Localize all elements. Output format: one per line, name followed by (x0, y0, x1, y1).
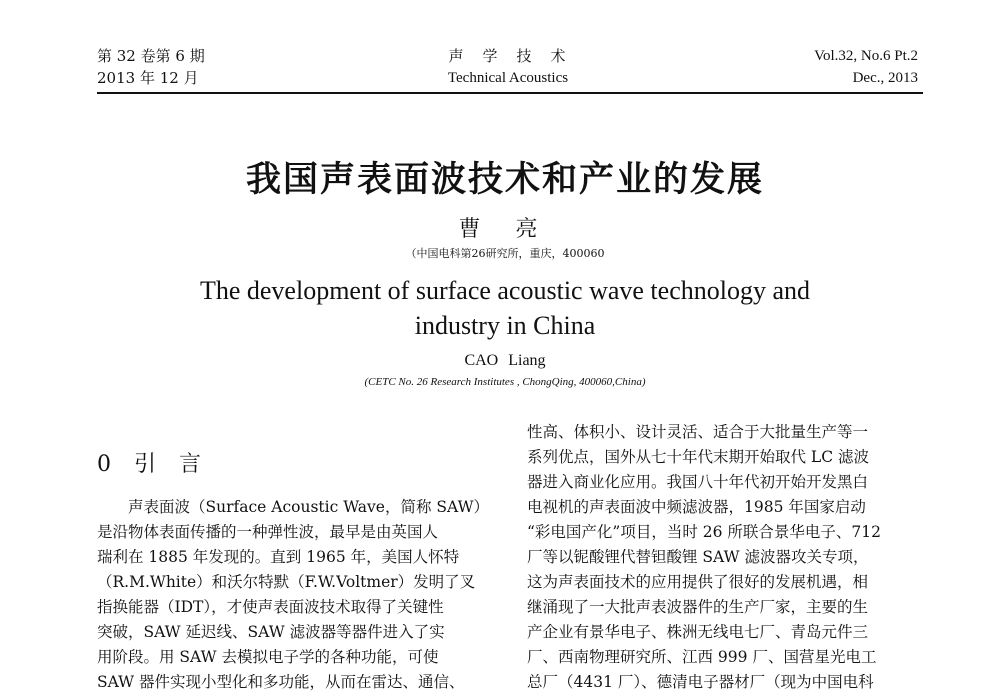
paragraph-line: 突破，SAW 延迟线、SAW 滤波器等器件进入了实 (97, 623, 445, 641)
paragraph-line: 指换能器（IDT），才使声表面波技术取得了关键性 (97, 598, 444, 616)
paragraph-line: “彩电国产化”项目，当时 26 所联合景华电子、712 (527, 523, 882, 541)
paragraph-line: 总厂（4431 厂）、德清电子器材厂（现为中国电科 (527, 673, 874, 691)
header-rule (97, 92, 923, 94)
article-title-cn: 我国声表面波技术和产业的发展 (245, 159, 764, 200)
journal-issue-cn: 第 32 卷第 6 期 (97, 47, 205, 65)
paragraph-line: 产企业有景华电子、株洲无线电七厂、青岛元件三 (527, 623, 869, 641)
journal-volume-en: Vol.32, No.6 Pt.2 (814, 48, 918, 64)
paragraph-line: 系列优点，国外从七十年代末期开始取代 LC 滤波 (527, 448, 870, 466)
paragraph-line: 继涌现了一大批声表波器件的生产厂家，主要的生 (527, 598, 869, 616)
paragraph-line: （R.M.White）和沃尔特默（F.W.Voltmer）发明了叉 (97, 573, 476, 591)
article-title-en-line1: The development of surface acoustic wave technology and (199, 276, 811, 305)
journal-date-cn: 2013 年 12 月 (97, 69, 199, 87)
paragraph-line: 用阶段。用 SAW 去模拟电子学的各种功能，可使 (97, 648, 439, 666)
paragraph-line: 厂等以铌酸锂代替钽酸锂 SAW 滤波器攻关专项， (527, 548, 869, 566)
author-en: CAO Liang (464, 352, 546, 369)
section-heading: 0 引 言 (97, 452, 209, 477)
paragraph-line: 性高、体积小、设计灵活、适合于大批量生产等一 (527, 423, 869, 441)
journal-name-cn: 声 学 技 术 (448, 47, 568, 65)
article-title-en-line2: industry in China (414, 311, 596, 340)
paragraph-line: 电视机的声表面波中频滤波器，1985 年国家启动 (527, 498, 866, 516)
right-column (527, 420, 923, 695)
journal-date-en: Dec., 2013 (852, 70, 918, 86)
paragraph-line: 声表面波（Surface Acoustic Wave，简称 SAW） (128, 498, 490, 516)
paragraph-line: 这为声表面技术的应用提供了很好的发展机遇，相 (527, 573, 869, 591)
paragraph-line: 器进入商业化应用。我国八十年代初开始开发黑白 (527, 473, 869, 491)
paragraph-line: 瑞利在 1885 年发现的。直到 1965 年，美国人怀特 (97, 548, 460, 566)
paragraph-line: 厂、西南物理研究所、江西 999 厂、国营星光电工 (527, 648, 877, 666)
left-column (97, 495, 492, 695)
author-cn: 曹 亮 (458, 217, 552, 242)
journal-name-en: Technical Acoustics (447, 70, 569, 86)
affiliation-en: (CETC No. 26 Research Institutes , ChongQing, 400060,China) (364, 376, 646, 388)
paragraph-line: SAW 器件实现小型化和多功能，从而在雷达、通信、 (97, 673, 465, 691)
affiliation-cn: （中国电科第26研究所，重庆，400060 (405, 247, 605, 260)
paragraph-line: 是沿物体表面传播的一种弹性波，最早是由英国人 (97, 523, 439, 541)
